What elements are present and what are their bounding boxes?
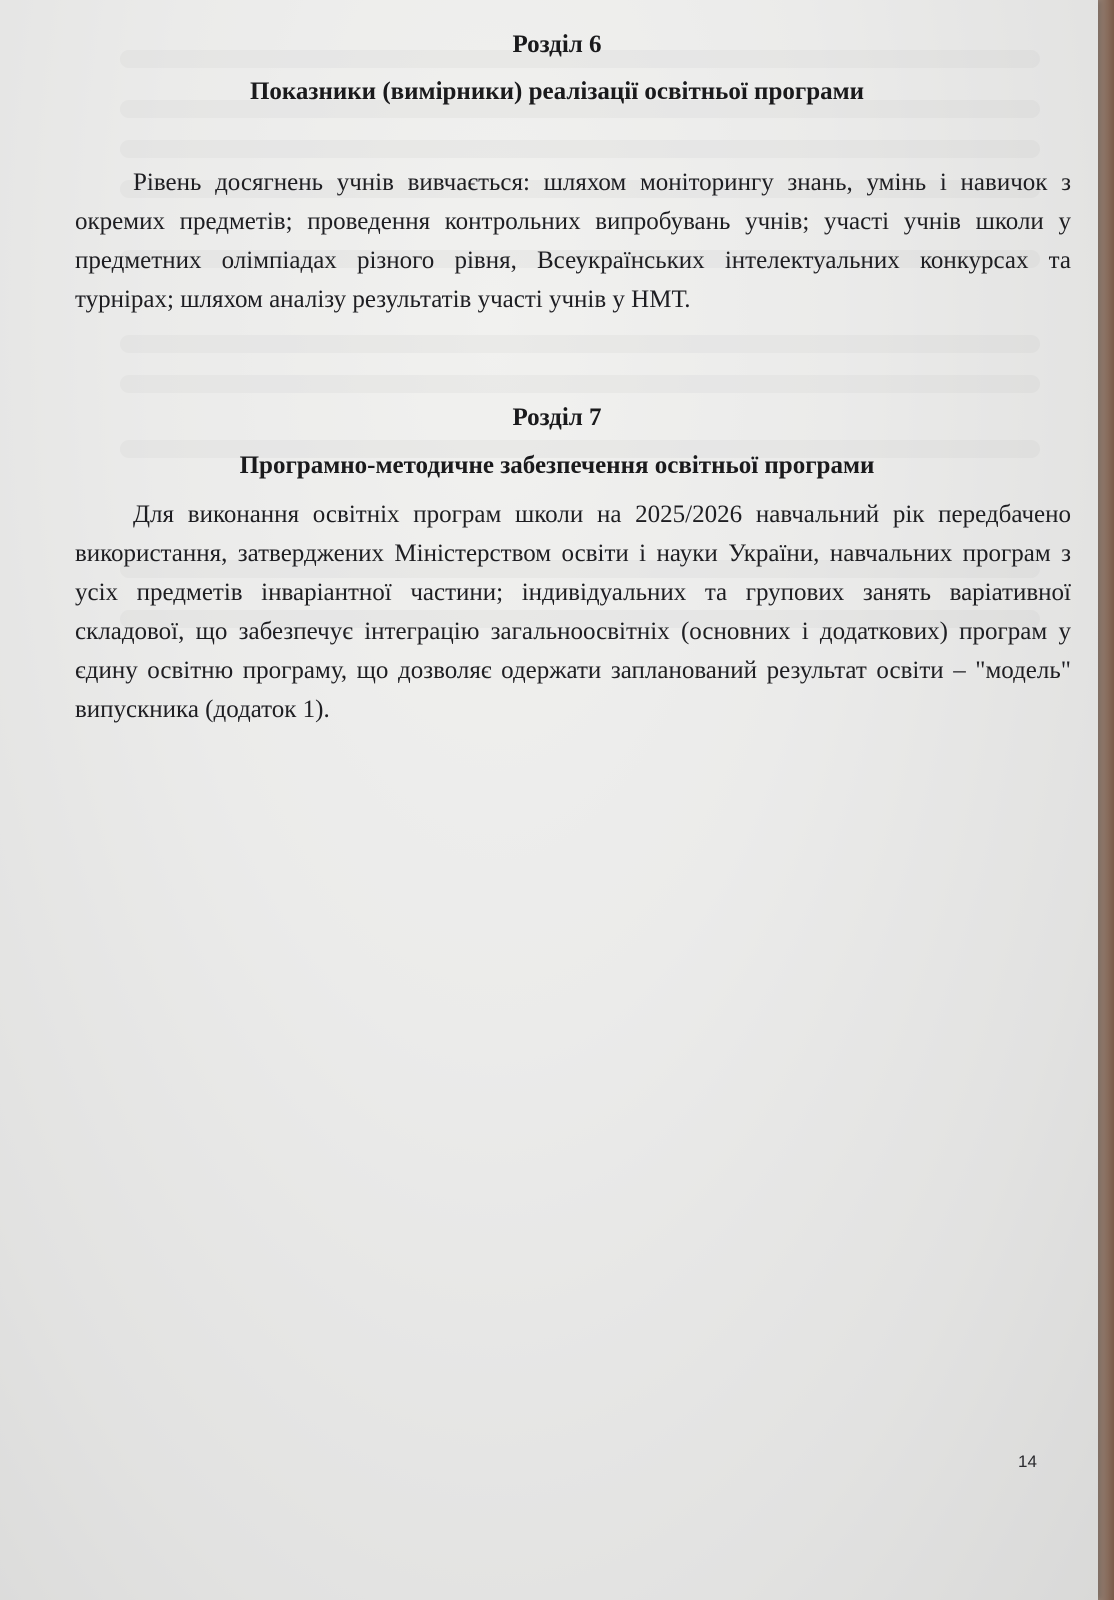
section-7-number: Розділ 7 (512, 404, 602, 431)
show-through-line (120, 335, 1040, 353)
show-through-line (120, 375, 1040, 393)
section-6-paragraph: Рівень досягнень учнів вивчається: шляхом моніторингу знань, умінь і навичок з окремих предметів; проведення контрольних випробувань учнів; участі учнів школи у предметних олімпіадах різного рівня, Всеукраїнських інтелектуальних конкурсах та турнірах; шляхом аналізу результатів участі учнів у НМТ. (75, 169, 1071, 313)
section-7-paragraph: Для виконання освітніх програм школи на 2025/2026 навчальний рік передбачено використання, затверджених Міністерством освіти і науки України, навчальних програм з усіх предметів інваріантної частини; індивідуальних та групових занять варіативної складової, що забезпечує інтеграцію загальноосвітніх (основних і додаткових) програм у єдину освітню програму, що дозволяє одержати запланований результат освіти – "модель" випускника (додаток 1). (75, 501, 1071, 723)
show-through-line (120, 140, 1040, 158)
section-6-title: Показники (вимірники) реалізації освітньої програми (249, 78, 865, 105)
section-6-number: Розділ 6 (512, 31, 602, 58)
page-number: 14 (1018, 1452, 1037, 1471)
section-7-title: Програмно-методичне забезпечення освітньої програми (239, 452, 875, 479)
